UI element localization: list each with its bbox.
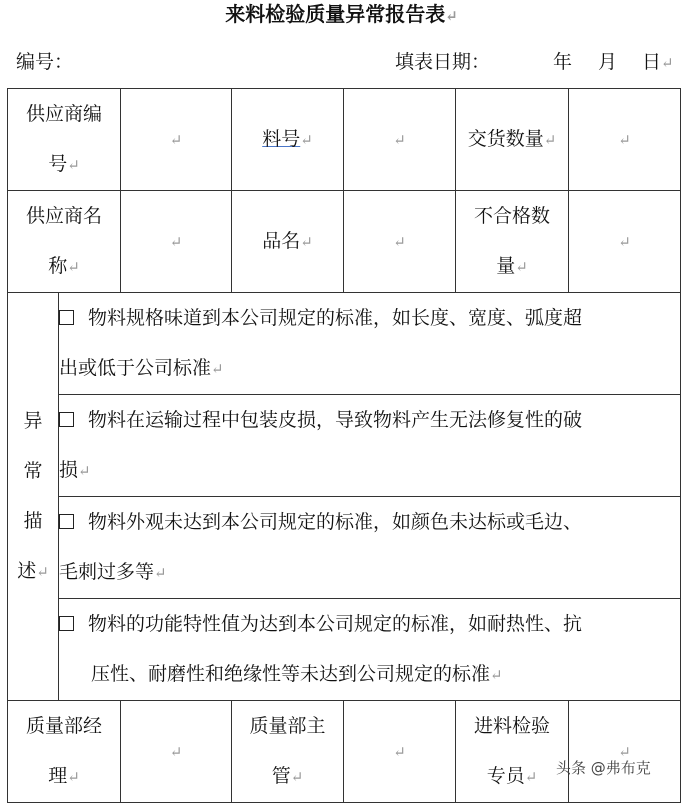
supplier-name-field[interactable]: ↵ bbox=[121, 191, 232, 293]
iqc-specialist-field[interactable]: ↵ bbox=[569, 701, 681, 803]
product-name-field[interactable]: ↵ bbox=[344, 191, 456, 293]
number-label: 编号： bbox=[16, 51, 74, 73]
supplier-name-label: 供应商名 称↵ bbox=[8, 191, 121, 293]
delivery-qty-label: 交货数量↵ bbox=[456, 89, 569, 191]
checkbox-icon[interactable] bbox=[59, 616, 74, 631]
part-no-field[interactable]: ↵ bbox=[344, 89, 456, 191]
anomaly-option-function: 物料的功能特性值为达到本公司规定的标准，如耐热性、抗 压性、耐磨性和绝缘性等未达到公司规定的标准↵ bbox=[59, 599, 681, 701]
defect-qty-label: 不合格数 量↵ bbox=[456, 191, 569, 293]
qa-supervisor-label: 质量部主 管↵ bbox=[232, 701, 344, 803]
qa-manager-field[interactable]: ↵ bbox=[121, 701, 232, 803]
form-row-supplier-code bbox=[8, 89, 681, 191]
anomaly-item bbox=[8, 599, 681, 701]
form-row-signatures bbox=[8, 701, 681, 803]
checkbox-icon[interactable] bbox=[59, 310, 74, 325]
anomaly-option-appearance: 物料外观未达到本公司规定的标准，如颜色未达标或毛边、 毛刺过多等↵ bbox=[59, 497, 681, 599]
anomaly-item bbox=[8, 497, 681, 599]
anomaly-description-label: 异 常 描 述↵ bbox=[8, 293, 59, 701]
qa-manager-label: 质量部经 理↵ bbox=[8, 701, 121, 803]
year-label: 年 bbox=[553, 51, 573, 73]
part-no-label: 料号↵ bbox=[232, 89, 344, 191]
form-row-supplier-name bbox=[8, 191, 681, 293]
date-label: 填表日期： bbox=[395, 51, 491, 73]
defect-qty-field[interactable]: ↵ bbox=[569, 191, 681, 293]
product-name-label: 品名↵ bbox=[232, 191, 344, 293]
month-label: 月 bbox=[598, 51, 618, 73]
anomaly-option-spec: 物料规格味道到本公司规定的标准，如长度、宽度、弧度超 出或低于公司标准↵ bbox=[59, 293, 681, 395]
iqc-specialist-label: 进料检验 专员↵ bbox=[456, 701, 569, 803]
anomaly-option-packaging: 物料在运输过程中包装皮损，导致物料产生无法修复性的破 损↵ bbox=[59, 395, 681, 497]
page-title: 来料检验质量异常报告表↵ bbox=[225, 2, 458, 26]
inspection-form-table bbox=[7, 88, 681, 803]
anomaly-item bbox=[8, 293, 681, 395]
supplier-code-field[interactable]: ↵ bbox=[121, 89, 232, 191]
delivery-qty-field[interactable]: ↵ bbox=[569, 89, 681, 191]
supplier-code-label: 供应商编 号↵ bbox=[8, 89, 121, 191]
checkbox-icon[interactable] bbox=[59, 412, 74, 427]
anomaly-item bbox=[8, 395, 681, 497]
watermark: 头条 @弗布克 bbox=[556, 759, 651, 777]
day-label: 日↵ bbox=[642, 51, 674, 73]
qa-supervisor-field[interactable]: ↵ bbox=[344, 701, 456, 803]
checkbox-icon[interactable] bbox=[59, 514, 74, 529]
